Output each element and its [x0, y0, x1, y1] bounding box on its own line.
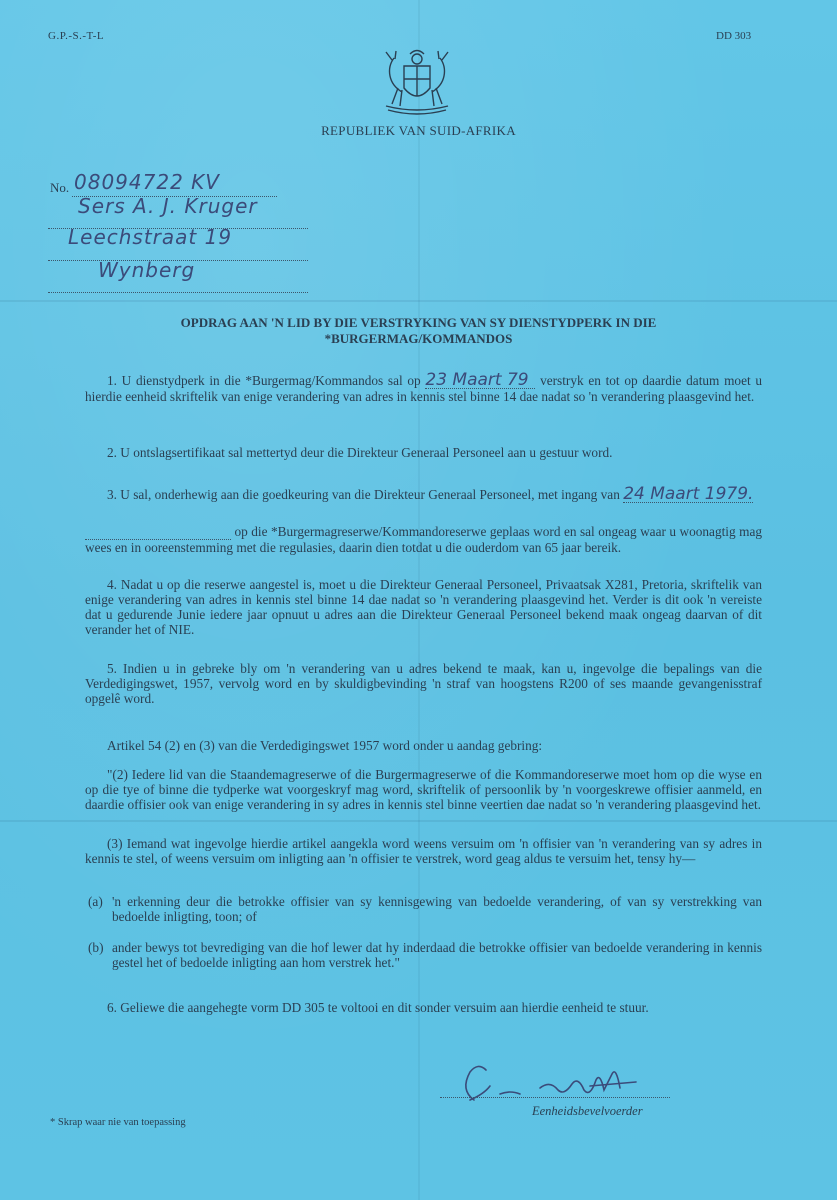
signature-icon [440, 1060, 670, 1110]
paragraph-3-start: 3. U sal, onderhewig aan die goedkeuring van die Direkteur Generaal Personeel, met ingang van [107, 487, 620, 502]
form-code-left: G.P.-S.-T-L [48, 30, 105, 42]
number-label: No. [50, 180, 70, 195]
paragraph-1 [85, 370, 763, 404]
paragraph-5 [85, 661, 762, 706]
coat-of-arms-icon [362, 48, 472, 116]
footnote: * Skrap waar nie van toepassing [50, 1117, 186, 1128]
quoted-subsection-3 [85, 836, 762, 866]
paragraph-4 [85, 577, 762, 637]
quoted-subsection-3-text: (3) Iemand wat ingevolge hierdie artikel aangekla word weens versuim om 'n offisier van 'n verandering van sy adres in kennis te stel, of weens versuim om inligting aan 'n offisier te verstrek, word geag aldus te versuim het, tensy hy— [85, 836, 762, 866]
quoted-subsection-2-text: "(2) Iedere lid van die Staandemagreserwe of die Burgermagreserwe of die Kommandoreserwe moet hom op die wyse en op die tye of binne die tydperke wat voorgeskryf mag word, skriftelik of persoonlik by 'n voorgeskrewe offisier aanmeld, en daardie offisier ook van enige verandering in sy adres in kennis stel binne veertien dae nadat so 'n verandering plaasgevind het. [85, 767, 762, 812]
clause-a-text: 'n erkenning deur die betrokke offisier van sy kennisgewing van bedoelde verandering, of van sy verstrekking van bedoelde inligting, toon; of [112, 894, 762, 924]
form-code-right: DD 303 [716, 30, 752, 42]
paragraph-6 [85, 1000, 762, 1015]
article-reference-text: Artikel 54 (2) en (3) van die Verdedigingswet 1957 word onder u aandag gebring: [107, 738, 543, 753]
signature-line [440, 1097, 670, 1098]
article-reference [85, 738, 762, 753]
paragraph-1-start: 1. U dienstydperk in die *Burgermag/Kommandos sal op [107, 373, 421, 388]
service-number: 08094722 KV [74, 170, 220, 194]
recipient-name: Sers A. J. Kruger [78, 194, 258, 218]
clause-a-label: (a) [88, 894, 103, 909]
paragraph-2-text: 2. U ontslagsertifikaat sal mettertyd deur die Direkteur Generaal Personeel aan u gestuur word. [107, 445, 613, 460]
document-title: OPDRAG AAN 'N LID BY DIE VERSTRYKING VAN SY DIENSTYDPERK IN DIE [180, 315, 657, 330]
recipient-street: Leechstraat 19 [68, 225, 233, 249]
recipient-town: Wynberg [98, 258, 196, 282]
paragraph-4-text: 4. Nadat u op die reserwe aangestel is, moet u die Direkteur Generaal Personeel, Privaatsak X281, Pretoria, skriftelik van enige verandering van adres in kennis stel binne 14 dae nadat so 'n verandering plaasgevind het. Verder is dit ook 'n vereiste dat u gedurende Junie iedere jaar opnuut u adres aan die Direkteur Generaal Personeel bekend maak ongeag daarvan of dit verander het of NIE. [85, 577, 762, 637]
paragraph-3-continued [85, 524, 762, 555]
paragraph-6-text: 6. Geliewe die aangehegte vorm DD 305 te voltooi en dit sonder versuim aan hierdie eenheid te stuur. [107, 1000, 649, 1015]
quoted-subsection-2 [85, 767, 762, 812]
republic-heading: REPUBLIEK VAN SUID-AFRIKA [321, 123, 516, 138]
clause-b-text: ander bewys tot bevrediging van die hof lewer dat hy inderdaad die betrokke offisier van bedoelde verandering in kennis gestel het of bedoelde inligting aan hom verstrek het." [112, 940, 762, 970]
reserve-date: 24 Maart 1979. [623, 484, 754, 504]
clause-b-label: (b) [88, 940, 104, 955]
paragraph-2 [85, 445, 762, 460]
expiry-date: 23 Maart 79 [425, 373, 535, 389]
paragraph-1-end: verstryk en tot op daardie datum moet u hierdie eenheid skriftelik van enige verandering van adres in kennis stel binne 14 dae nadat so 'n verandering plaasgevind het. [85, 373, 763, 404]
document-subtitle: *BURGERMAG/KOMMANDOS [324, 331, 513, 346]
paragraph-5-text: 5. Indien u in gebreke bly om 'n verandering van u adres bekend te maak, kan u, ingevolge die bepalings van die Verdedigingswet, 1957, vervolg word en by skuldigbevinding 'n straf van hoogstens R200 of ses maande gevangenisstraf opgelê word. [85, 661, 762, 706]
paragraph-3 [85, 484, 762, 504]
signature-label: Eenheidsbevelvoerder [532, 1104, 643, 1118]
paragraph-3-cont-text: op die *Burgermagreserwe/Kommandoreserwe geplaas word en sal ongeag waar u woonagtig mag wees en in ooreenstemming met die regulasies, daarin dien totdat u die ouderdom van 65 jaar bereik. [85, 524, 763, 555]
